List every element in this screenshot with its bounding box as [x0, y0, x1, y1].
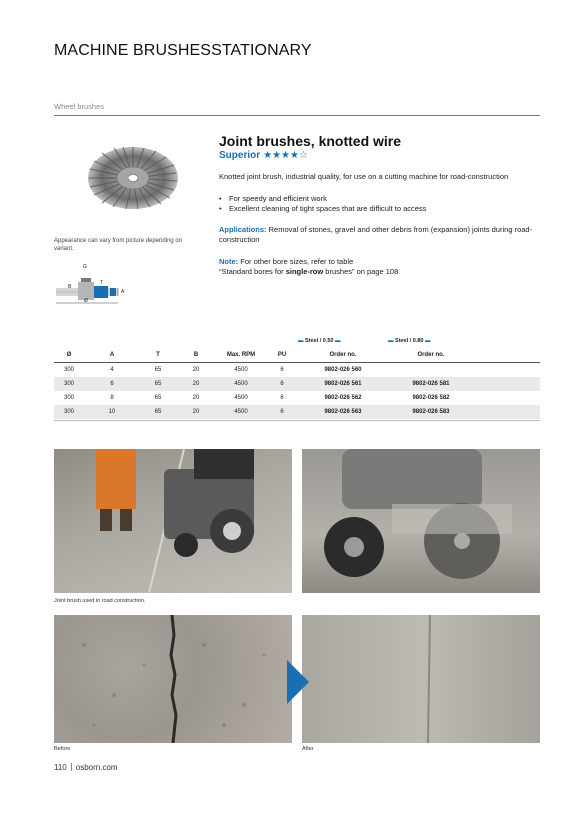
cell: 20 — [192, 381, 200, 387]
cell: 300 — [63, 367, 74, 373]
col-header: Order no. — [329, 352, 357, 358]
note-text-2b: single-row — [285, 267, 324, 276]
footer-site: osborn.com — [75, 763, 118, 772]
cell: 65 — [154, 409, 162, 415]
dim-label-diameter: Ø — [84, 298, 88, 304]
quality-grade — [219, 150, 308, 161]
cell: 6 — [280, 381, 284, 387]
product-table — [54, 348, 540, 419]
after-caption: After — [302, 746, 314, 752]
table-row — [54, 405, 540, 419]
note-text-2c: brushes” on page 108 — [323, 267, 399, 276]
page-footer — [54, 763, 118, 772]
order-number: 9802-026 582 — [412, 395, 450, 401]
steel-080-header: ▬ Steel / 0.80 ▬ — [388, 338, 431, 344]
note-label: Note: — [219, 257, 239, 266]
joint-before-photo — [54, 615, 292, 743]
road-photo-caption: Joint brush used in road construction. — [54, 598, 146, 604]
order-number: 9802-026 563 — [324, 409, 362, 415]
table-row — [54, 391, 540, 405]
cell: 6 — [280, 395, 284, 401]
dim-label-t: T — [100, 280, 104, 286]
grade-label: Superior — [219, 150, 261, 161]
cell: 300 — [63, 409, 74, 415]
page-title: MACHINE BRUSHESSTATIONARY — [54, 42, 312, 59]
product-title: Joint brushes, knotted wire — [219, 133, 402, 149]
cell: 6 — [280, 409, 284, 415]
before-caption: Before — [54, 746, 71, 752]
page-number: 110 — [54, 763, 67, 772]
steel-group-headers — [54, 336, 540, 346]
col-header: A — [109, 352, 115, 358]
cell: 65 — [154, 381, 162, 387]
col-header: T — [156, 352, 160, 358]
order-number: 9802-026 581 — [412, 381, 450, 387]
wheel-brush-image — [86, 143, 180, 237]
cell: 20 — [192, 395, 200, 401]
section-divider — [54, 115, 540, 116]
col-header: PU — [277, 352, 287, 358]
star-rating-icon: ★★★★☆ — [263, 150, 308, 161]
cell: 6 — [280, 367, 284, 373]
cell: 4 — [110, 367, 114, 373]
cell: 20 — [192, 367, 200, 373]
cell: 65 — [154, 395, 162, 401]
cell: 65 — [154, 367, 162, 373]
col-header: B — [193, 352, 199, 358]
joint-after-photo — [302, 615, 540, 743]
col-header: Ø — [66, 352, 72, 358]
applications — [219, 225, 539, 245]
cell: 6 — [110, 381, 114, 387]
dim-label-a: A — [121, 289, 125, 295]
dim-label-b: B — [68, 284, 72, 290]
applications-text: Removal of stones, gravel and other debris from (expansion) joints during road-construction — [219, 225, 533, 244]
cell: 300 — [63, 395, 74, 401]
road-construction-photo-closeup — [302, 449, 540, 593]
dim-label-g: G — [83, 264, 87, 270]
footer-separator — [71, 763, 72, 771]
cell: 8 — [110, 395, 114, 401]
applications-label: Applications: — [219, 225, 267, 234]
table-row — [54, 377, 540, 391]
road-construction-photo-operator — [54, 449, 292, 593]
section-label: Wheel brushes — [54, 102, 105, 111]
order-number: 9802-026 561 — [324, 381, 362, 387]
steel-050-header: ▬ Steel / 0.50 ▬ — [298, 338, 341, 344]
cell: 4500 — [234, 381, 248, 387]
note — [219, 257, 539, 277]
cell: 4500 — [234, 409, 248, 415]
table-bottom-rule — [54, 420, 540, 421]
cell: 10 — [108, 409, 116, 415]
feature-item: • Excellent cleaning of tight spaces that are difficult to access — [219, 204, 539, 214]
table-header-row — [54, 348, 540, 363]
appearance-note: Appearance can vary from picture depending on variant. — [54, 238, 183, 252]
cell: 20 — [192, 409, 200, 415]
table-row — [54, 363, 540, 377]
note-text-2a: “Standard bores for — [219, 267, 286, 276]
order-number: 9802-026 562 — [324, 395, 362, 401]
order-number: 9802-026 583 — [412, 409, 450, 415]
col-header: Max. RPM — [226, 352, 256, 358]
feature-item: • For speedy and efficient work — [219, 194, 539, 204]
feature-list — [219, 194, 539, 214]
col-header: Order no. — [417, 352, 445, 358]
cell: 4500 — [234, 395, 248, 401]
cell: 4500 — [234, 367, 248, 373]
product-description: Knotted joint brush, industrial quality, for use on a cutting machine for road-construction — [219, 172, 509, 181]
order-number: 9802-026 560 — [324, 367, 362, 373]
note-text-1: For other bore sizes, refer to table — [240, 257, 354, 266]
arrow-right-icon — [287, 660, 309, 704]
dimension-diagram — [54, 262, 134, 306]
cell: 300 — [63, 381, 74, 387]
